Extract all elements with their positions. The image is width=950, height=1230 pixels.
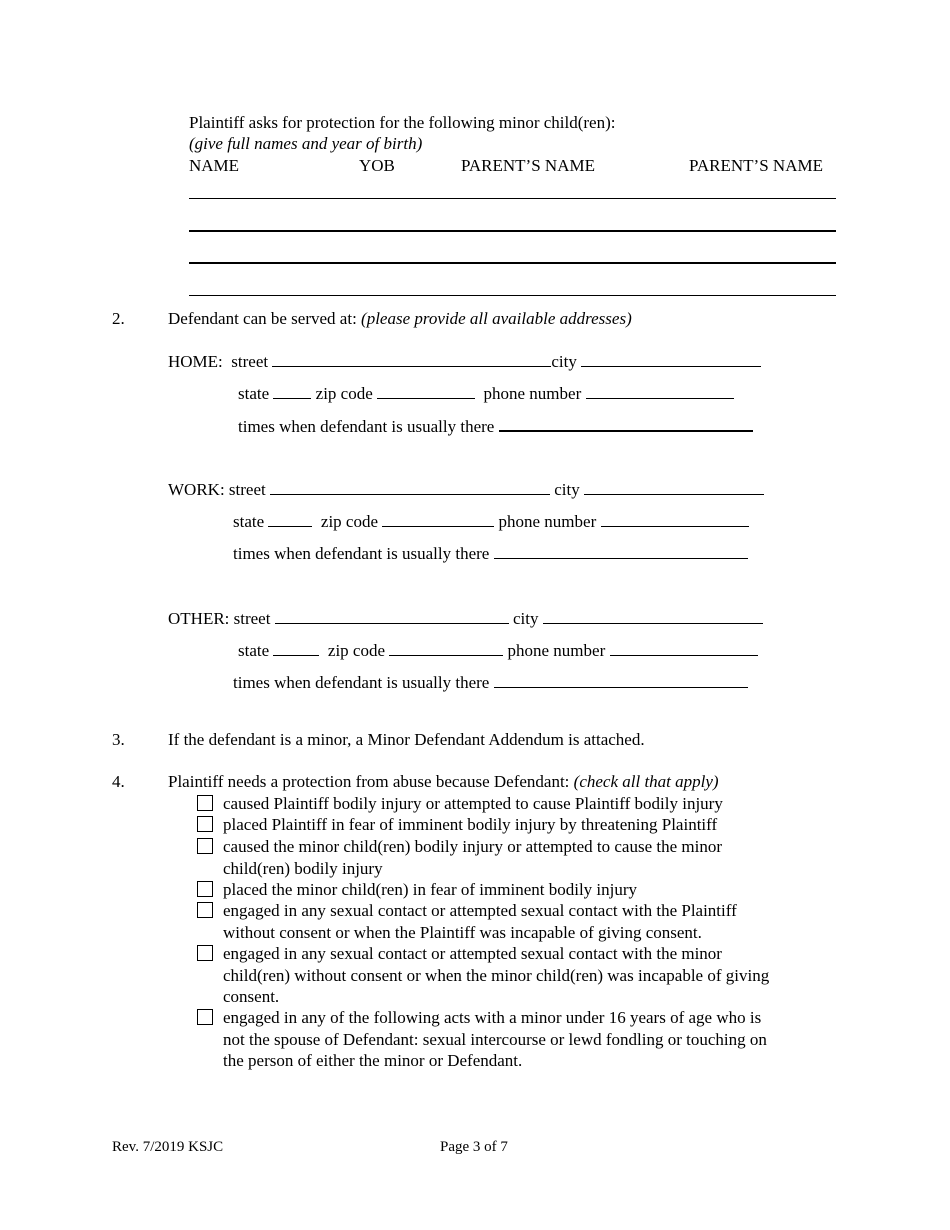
home-street-row: HOME: street city — [168, 352, 761, 372]
option-2-checkbox[interactable] — [197, 816, 213, 832]
other-state-row: state zip code phone number — [238, 641, 758, 661]
home-times-row: times when defendant is usually there — [238, 416, 753, 437]
item-2-text: Defendant can be served at: (please provide all available addresses) — [168, 309, 632, 328]
children-heading: Plaintiff asks for protection for the following minor child(ren): — [189, 113, 616, 132]
other-phone-field[interactable] — [610, 641, 758, 656]
option-4-checkbox[interactable] — [197, 881, 213, 897]
other-label: OTHER: — [168, 609, 230, 628]
item-3-text: If the defendant is a minor, a Minor Defendant Addendum is attached. — [168, 730, 645, 749]
option-3-text: caused the minor child(ren) bodily injury or attempted to cause the minor child(ren) bodily injury — [223, 837, 722, 878]
option-2-text: placed Plaintiff in fear of imminent bodily injury by threatening Plaintiff — [223, 815, 718, 834]
other-times-row: times when defendant is usually there — [233, 673, 748, 693]
home-zip-field[interactable] — [377, 384, 475, 399]
home-phone-field[interactable] — [586, 384, 734, 399]
column-header-parent-name-2: PARENT’S NAME — [689, 156, 823, 175]
option-4-text: placed the minor child(ren) in fear of imminent bodily injury — [223, 880, 638, 899]
option-5-checkbox[interactable] — [197, 902, 213, 918]
child-entry-line-3[interactable] — [189, 262, 836, 264]
other-city-field[interactable] — [543, 609, 763, 624]
footer-revision: Rev. 7/2019 KSJC — [112, 1139, 224, 1155]
home-label: HOME: — [168, 352, 223, 371]
children-subheading: (give full names and year of birth) — [189, 134, 423, 153]
work-state-row: state zip code phone number — [233, 512, 749, 532]
home-state-field[interactable] — [273, 384, 311, 399]
work-state-field[interactable] — [268, 512, 312, 527]
work-street-field[interactable] — [270, 480, 550, 495]
option-5-text: engaged in any sexual contact or attempted sexual contact with the Plaintiff without consent or when the Plaintiff was incapable of giving consent. — [223, 901, 737, 942]
column-header-parent-name-1: PARENT’S NAME — [461, 156, 595, 175]
item-3-number: 3. — [112, 730, 125, 749]
home-city-field[interactable] — [581, 352, 761, 367]
other-street-field[interactable] — [275, 609, 509, 624]
work-phone-field[interactable] — [601, 512, 749, 527]
home-times-field[interactable] — [499, 416, 753, 432]
child-entry-line-4[interactable] — [189, 295, 836, 296]
work-street-row: WORK: street city — [168, 480, 764, 500]
child-entry-line-2[interactable] — [189, 230, 836, 232]
home-street-field[interactable] — [272, 352, 551, 367]
option-6-text: engaged in any sexual contact or attempted sexual contact with the minor child(ren) without consent or when the minor child(ren) was incapable of giving consent. — [223, 944, 770, 1006]
footer-page-number: Page 3 of 7 — [440, 1139, 508, 1155]
work-zip-field[interactable] — [382, 512, 494, 527]
option-1-text: caused Plaintiff bodily injury or attempted to cause Plaintiff bodily injury — [223, 794, 723, 813]
item-2-number: 2. — [112, 309, 125, 328]
column-header-name: NAME — [189, 156, 240, 175]
other-times-field[interactable] — [494, 673, 748, 688]
work-label: WORK: — [168, 480, 225, 499]
option-7-text: engaged in any of the following acts with a minor under 16 years of age who is not the spouse of Defendant: sexual intercourse or lewd fondling or touching on the person of either the minor or Defendant. — [223, 1008, 767, 1070]
child-entry-line-1[interactable] — [189, 198, 836, 199]
home-state-row: state zip code phone number — [238, 384, 734, 404]
other-zip-field[interactable] — [389, 641, 503, 656]
work-city-field[interactable] — [584, 480, 764, 495]
item-4-number: 4. — [112, 772, 125, 791]
column-header-yob: YOB — [359, 156, 395, 175]
other-state-field[interactable] — [273, 641, 319, 656]
work-times-row: times when defendant is usually there — [233, 544, 748, 564]
option-3-checkbox[interactable] — [197, 838, 213, 854]
item-4-text: Plaintiff needs a protection from abuse because Defendant: (check all that apply) — [168, 772, 719, 791]
other-street-row: OTHER: street city — [168, 609, 763, 629]
option-1-checkbox[interactable] — [197, 795, 213, 811]
option-7-checkbox[interactable] — [197, 1009, 213, 1025]
work-times-field[interactable] — [494, 544, 748, 559]
option-6-checkbox[interactable] — [197, 945, 213, 961]
